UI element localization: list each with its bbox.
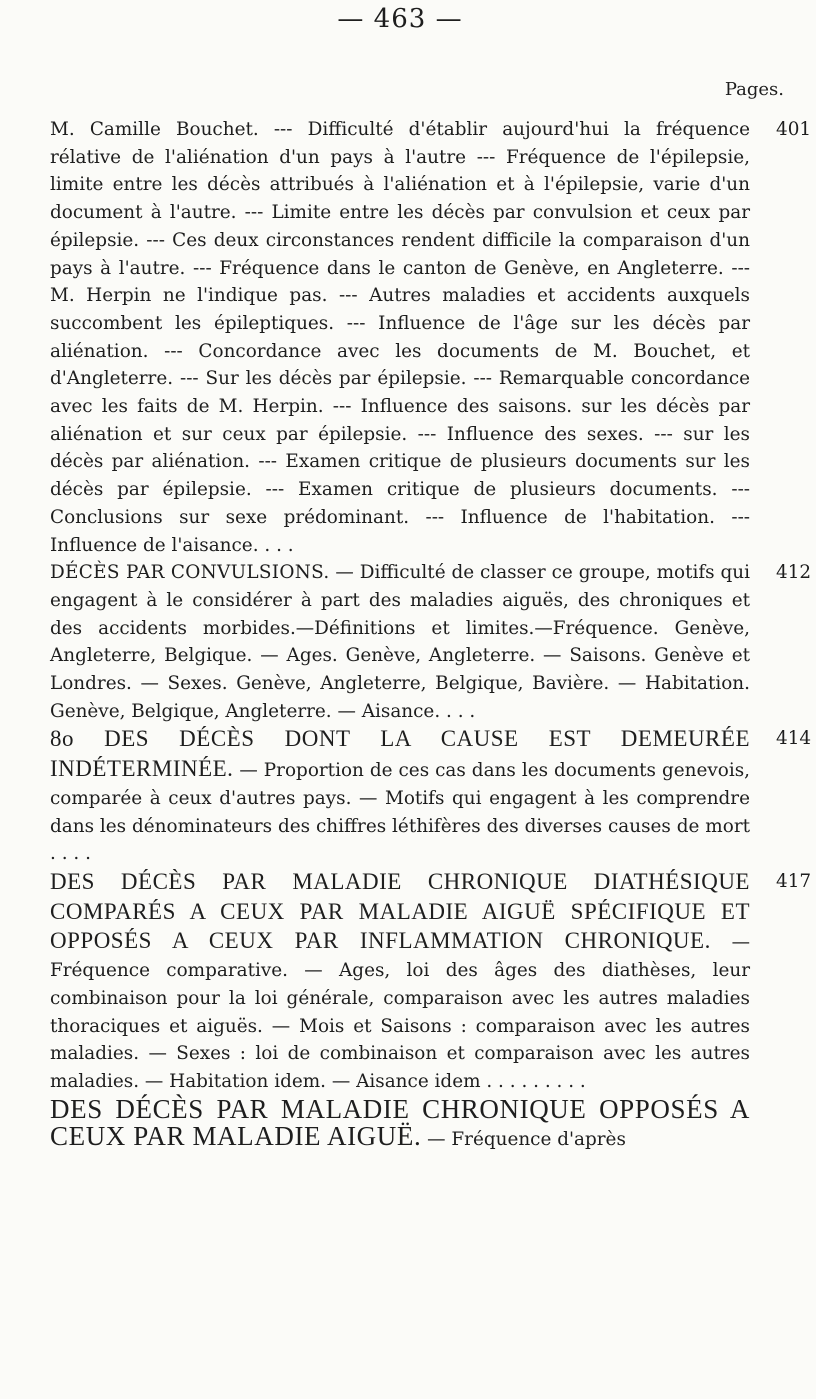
toc-entry [50, 725, 812, 868]
entry-heading: 8o DES DÉCÈS DONT LA CAUSE EST DEMEURÉE INDÉTERMINÉE. [50, 726, 750, 782]
page-reference: 412 [776, 562, 812, 584]
entry-text: — Proportion de ces cas dans les documents genevois, comparée à ceux d'autres pays. — Motifs qui engagent à les comprendre dans les dénominateurs des chiffres léthifères des diverses causes de mort . . . . [50, 760, 750, 865]
toc-entry [50, 116, 812, 559]
entry-heading: DES DÉCÈS PAR MALADIE CHRONIQUE OPPOSÉS A CEUX PAR MALADIE AIGUË. [50, 1093, 750, 1152]
page-reference: 414 [776, 728, 812, 750]
entry-text: — Fréquence comparative. — Ages, loi des âges des diathèses, leur combinaison pour la loi générale, comparaison avec les autres maladies thoraciques et aiguës. — Mois et Saisons : comparaison avec les autres maladies. — Sexes : loi de combinaison et comparaison avec les autres maladies. — Habitation idem. — Aisance idem . . . . . . . . . [50, 932, 750, 1092]
toc-entry [50, 868, 812, 1096]
pages-column-label: Pages. [724, 79, 784, 100]
page-reference: 417 [776, 870, 812, 892]
page-number: — 463 — [337, 4, 463, 34]
entry-text: M. Camille Bouchet. --- Difficulté d'établir aujourd'hui la fréquence rélative de l'aliénation d'un pays à l'autre --- Fréquence de l'épilepsie, limite entre les décès attribués à l'aliénation et à l'épilepsie, varie d'un document à l'autre. --- Limite entre les décès par convulsion et ceux par épilepsie. --- Ces deux circonstances rendent difficile la comparaison d'un pays à l'autre. --- Fréquence dans le canton de Genève, en Angleterre. --- M. Herpin ne l'indique pas. --- Autres maladies et accidents auxquels succombent les épileptiques. --- Influence de l'âge sur les décès par aliénation. --- Concordance avec les documents de M. Bouchet, et d'Angleterre. --- Sur les décès par épilepsie. --- Remarquable concordance avec les faits de M. Herpin. --- Influence des saisons. sur les décès par aliénation et sur ceux par épilepsie. --- Influence des sexes. --- sur les décès par aliénation. --- Examen critique de plusieurs documents sur les décès par épilepsie. --- Examen critique de plusieurs documents. --- Conclusions sur sexe prédominant. --- Influence de l'habitation. --- Influence de l'aisance. . . . [50, 119, 750, 556]
toc-entry-continued [50, 1093, 750, 1154]
table-of-contents [50, 116, 812, 1154]
page-reference: 401 [776, 119, 812, 140]
entry-heading: DÉCÈS PAR CONVULSIONS. [50, 562, 330, 584]
entry-heading: DES DÉCÈS PAR MALADIE CHRONIQUE DIATHÉSIQUE COMPARÉS A CEUX PAR MALADIE AIGUË SPÉCIFIQUE ET OPPOSÉS A CEUX PAR INFLAMMATION CHRONIQUE. [50, 868, 750, 954]
entry-text: — Fréquence d'après [421, 1129, 626, 1151]
entry-text: — Difficulté de classer ce groupe, motifs qui engagent à le considérer à part des maladies aiguës, des chroniques et des accidents morbides.—Définitions et limites.—Fréquence. Genève, Angleterre, Belgique. — Ages. Genève, Angleterre. — Saisons. Genève et Londres. — Sexes. Genève, Angleterre, Belgique, Bavière. — Habitation. Genève, Belgique, Angleterre. — Aisance. . . . [50, 562, 750, 722]
toc-entry [50, 559, 812, 725]
